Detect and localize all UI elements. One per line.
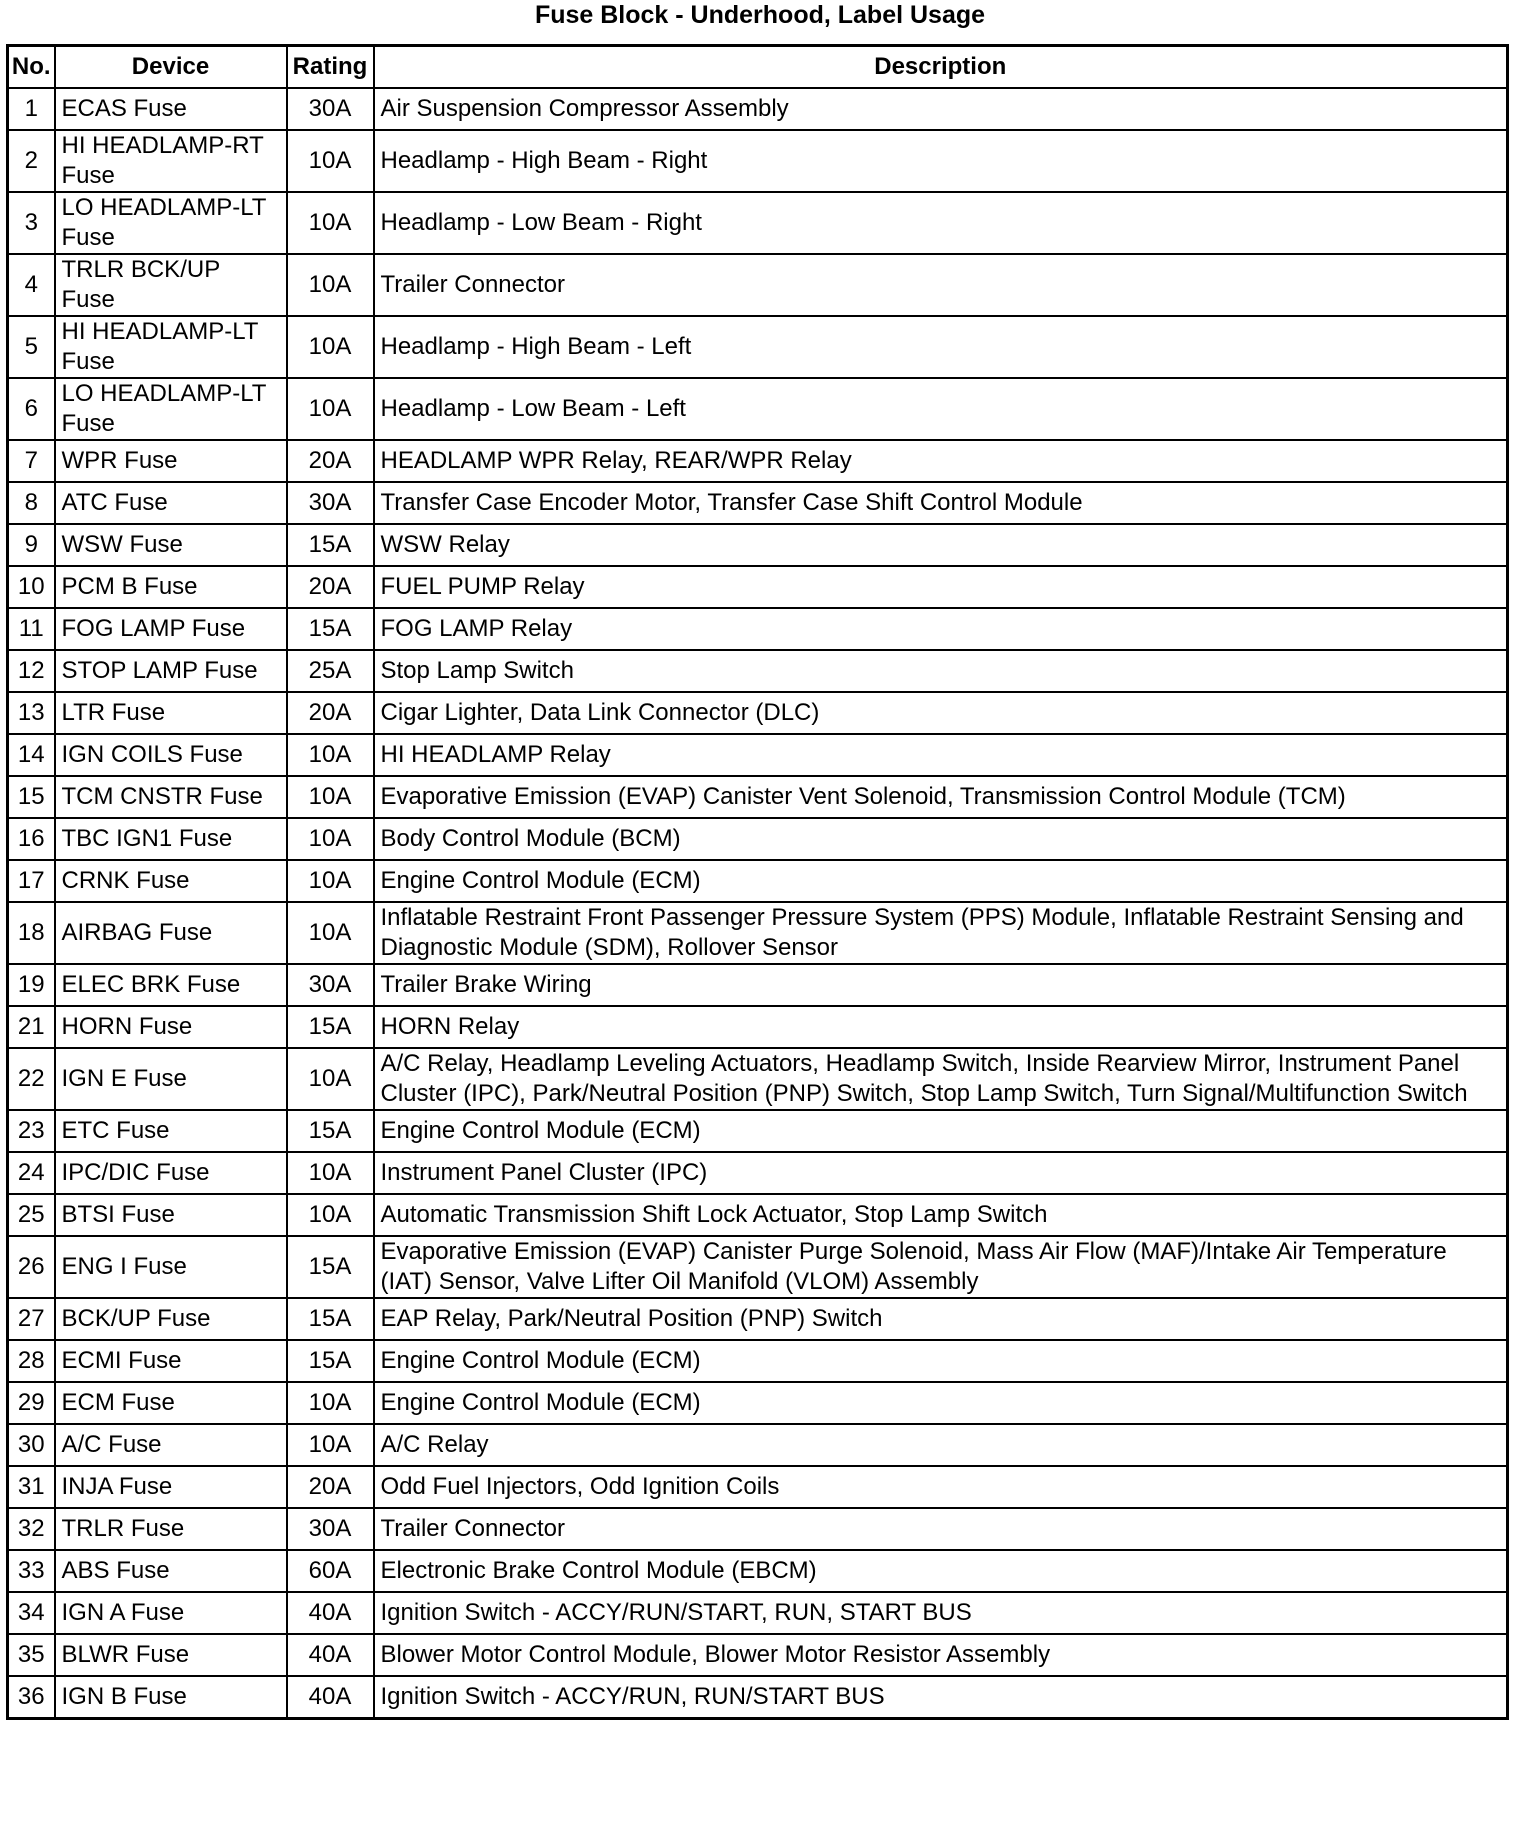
cell-no: 16 [8,818,55,860]
cell-description: Engine Control Module (ECM) [374,860,1508,902]
cell-description: Ignition Switch - ACCY/RUN, RUN/START BUS [374,1676,1508,1719]
cell-rating: 10A [287,1382,374,1424]
cell-no: 6 [8,378,55,440]
cell-device: ECMI Fuse [55,1340,287,1382]
cell-device: HI HEADLAMP-RT Fuse [55,130,287,192]
cell-device: AIRBAG Fuse [55,902,287,964]
cell-description: Engine Control Module (ECM) [374,1382,1508,1424]
cell-description: Headlamp - High Beam - Left [374,316,1508,378]
cell-device: ECAS Fuse [55,88,287,130]
cell-rating: 15A [287,1110,374,1152]
cell-no: 18 [8,902,55,964]
header-rating: Rating [287,46,374,89]
cell-device: HI HEADLAMP-LT Fuse [55,316,287,378]
cell-no: 2 [8,130,55,192]
cell-rating: 15A [287,1298,374,1340]
fuse-table [6,44,1509,1720]
cell-device: ABS Fuse [55,1550,287,1592]
table-row [8,734,1508,776]
cell-rating: 30A [287,964,374,1006]
cell-description: Blower Motor Control Module, Blower Motor Resistor Assembly [374,1634,1508,1676]
cell-device: IGN E Fuse [55,1048,287,1110]
cell-no: 33 [8,1550,55,1592]
cell-no: 26 [8,1236,55,1298]
cell-no: 27 [8,1298,55,1340]
cell-no: 24 [8,1152,55,1194]
cell-rating: 10A [287,860,374,902]
cell-description: Stop Lamp Switch [374,650,1508,692]
cell-rating: 30A [287,1508,374,1550]
cell-no: 8 [8,482,55,524]
cell-description: Instrument Panel Cluster (IPC) [374,1152,1508,1194]
cell-description: FOG LAMP Relay [374,608,1508,650]
table-row [8,1676,1508,1719]
cell-no: 34 [8,1592,55,1634]
cell-no: 11 [8,608,55,650]
cell-device: FOG LAMP Fuse [55,608,287,650]
table-row [8,1340,1508,1382]
cell-rating: 10A [287,818,374,860]
cell-description: Ignition Switch - ACCY/RUN/START, RUN, START BUS [374,1592,1508,1634]
table-row [8,650,1508,692]
cell-no: 32 [8,1508,55,1550]
cell-device: TCM CNSTR Fuse [55,776,287,818]
cell-no: 9 [8,524,55,566]
table-row [8,192,1508,254]
cell-description: Cigar Lighter, Data Link Connector (DLC) [374,692,1508,734]
cell-no: 4 [8,254,55,316]
cell-device: HORN Fuse [55,1006,287,1048]
cell-device: IPC/DIC Fuse [55,1152,287,1194]
cell-description: Engine Control Module (ECM) [374,1340,1508,1382]
table-row [8,482,1508,524]
header-no: No. [8,46,55,89]
cell-description: Odd Fuel Injectors, Odd Ignition Coils [374,1466,1508,1508]
cell-rating: 15A [287,1236,374,1298]
cell-device: TBC IGN1 Fuse [55,818,287,860]
cell-rating: 10A [287,130,374,192]
cell-no: 22 [8,1048,55,1110]
cell-description: Air Suspension Compressor Assembly [374,88,1508,130]
table-row [8,1424,1508,1466]
cell-device: LTR Fuse [55,692,287,734]
table-row [8,692,1508,734]
cell-device: STOP LAMP Fuse [55,650,287,692]
cell-no: 36 [8,1676,55,1719]
table-row [8,440,1508,482]
header-row [8,46,1508,89]
cell-device: WSW Fuse [55,524,287,566]
cell-rating: 40A [287,1676,374,1719]
cell-device: LO HEADLAMP-LT Fuse [55,192,287,254]
cell-no: 12 [8,650,55,692]
table-row [8,860,1508,902]
cell-rating: 20A [287,566,374,608]
cell-rating: 10A [287,378,374,440]
cell-no: 21 [8,1006,55,1048]
cell-no: 30 [8,1424,55,1466]
cell-device: ENG I Fuse [55,1236,287,1298]
cell-description: Inflatable Restraint Front Passenger Pressure System (PPS) Module, Inflatable Restraint Sensing and Diagnostic Module (SDM), Rollover Sensor [374,902,1508,964]
cell-rating: 60A [287,1550,374,1592]
cell-rating: 10A [287,1424,374,1466]
cell-device: IGN B Fuse [55,1676,287,1719]
cell-no: 31 [8,1466,55,1508]
table-row [8,1298,1508,1340]
cell-rating: 10A [287,902,374,964]
cell-device: IGN COILS Fuse [55,734,287,776]
cell-rating: 10A [287,734,374,776]
cell-description: EAP Relay, Park/Neutral Position (PNP) Switch [374,1298,1508,1340]
table-row [8,130,1508,192]
cell-description: Evaporative Emission (EVAP) Canister Vent Solenoid, Transmission Control Module (TCM) [374,776,1508,818]
table-row [8,608,1508,650]
table-row [8,378,1508,440]
cell-no: 29 [8,1382,55,1424]
cell-no: 35 [8,1634,55,1676]
cell-description: Trailer Connector [374,254,1508,316]
table-row [8,1048,1508,1110]
table-row [8,1466,1508,1508]
cell-rating: 10A [287,316,374,378]
cell-description: Evaporative Emission (EVAP) Canister Purge Solenoid, Mass Air Flow (MAF)/Intake Air Temperature (IAT) Sensor, Valve Lifter Oil Manifold (VLOM) Assembly [374,1236,1508,1298]
cell-description: Electronic Brake Control Module (EBCM) [374,1550,1508,1592]
cell-rating: 25A [287,650,374,692]
cell-device: ATC Fuse [55,482,287,524]
cell-rating: 10A [287,192,374,254]
table-row [8,964,1508,1006]
cell-description: HORN Relay [374,1006,1508,1048]
cell-no: 23 [8,1110,55,1152]
cell-device: INJA Fuse [55,1466,287,1508]
cell-description: Transfer Case Encoder Motor, Transfer Case Shift Control Module [374,482,1508,524]
cell-device: BLWR Fuse [55,1634,287,1676]
cell-no: 19 [8,964,55,1006]
header-description: Description [374,46,1508,89]
cell-device: BTSI Fuse [55,1194,287,1236]
cell-no: 7 [8,440,55,482]
cell-no: 15 [8,776,55,818]
cell-device: TRLR BCK/UP Fuse [55,254,287,316]
page-title: Fuse Block - Underhood, Label Usage [534,1,986,29]
cell-rating: 10A [287,1194,374,1236]
cell-rating: 40A [287,1592,374,1634]
table-row [8,1592,1508,1634]
cell-description: Body Control Module (BCM) [374,818,1508,860]
cell-no: 13 [8,692,55,734]
table-row [8,1634,1508,1676]
cell-rating: 30A [287,88,374,130]
table-row [8,316,1508,378]
table-row [8,1152,1508,1194]
cell-device: LO HEADLAMP-LT Fuse [55,378,287,440]
cell-description: WSW Relay [374,524,1508,566]
table-row [8,1550,1508,1592]
table-row [8,776,1508,818]
table-row [8,902,1508,964]
cell-no: 14 [8,734,55,776]
cell-device: ETC Fuse [55,1110,287,1152]
cell-description: Headlamp - Low Beam - Right [374,192,1508,254]
cell-rating: 15A [287,1340,374,1382]
cell-device: ECM Fuse [55,1382,287,1424]
table-header [8,46,1508,89]
cell-device: PCM B Fuse [55,566,287,608]
table-body [8,88,1508,1719]
cell-rating: 20A [287,692,374,734]
cell-description: Headlamp - High Beam - Right [374,130,1508,192]
cell-device: BCK/UP Fuse [55,1298,287,1340]
cell-rating: 30A [287,482,374,524]
cell-device: WPR Fuse [55,440,287,482]
cell-description: HI HEADLAMP Relay [374,734,1508,776]
cell-description: Engine Control Module (ECM) [374,1110,1508,1152]
cell-description: Trailer Connector [374,1508,1508,1550]
cell-description: Automatic Transmission Shift Lock Actuator, Stop Lamp Switch [374,1194,1508,1236]
table-row [8,1382,1508,1424]
cell-no: 28 [8,1340,55,1382]
table-row [8,818,1508,860]
cell-rating: 10A [287,1048,374,1110]
table-row [8,1194,1508,1236]
table-row [8,566,1508,608]
cell-description: A/C Relay, Headlamp Leveling Actuators, Headlamp Switch, Inside Rearview Mirror, Instrument Panel Cluster (IPC), Park/Neutral Position (PNP) Switch, Stop Lamp Switch, Turn Signal/Multifunction Switch [374,1048,1508,1110]
table-row [8,1006,1508,1048]
cell-rating: 10A [287,776,374,818]
table-row [8,1236,1508,1298]
cell-rating: 10A [287,254,374,316]
cell-no: 3 [8,192,55,254]
cell-description: HEADLAMP WPR Relay, REAR/WPR Relay [374,440,1508,482]
table-row [8,1110,1508,1152]
table-row [8,88,1508,130]
cell-rating: 40A [287,1634,374,1676]
cell-description: FUEL PUMP Relay [374,566,1508,608]
cell-no: 25 [8,1194,55,1236]
table-row [8,1508,1508,1550]
cell-no: 17 [8,860,55,902]
table-row [8,524,1508,566]
cell-description: Headlamp - Low Beam - Left [374,378,1508,440]
header-device: Device [55,46,287,89]
cell-no: 5 [8,316,55,378]
cell-device: TRLR Fuse [55,1508,287,1550]
table-row [8,254,1508,316]
cell-rating: 15A [287,608,374,650]
cell-rating: 15A [287,1006,374,1048]
cell-device: CRNK Fuse [55,860,287,902]
cell-rating: 20A [287,1466,374,1508]
cell-no: 1 [8,88,55,130]
cell-device: IGN A Fuse [55,1592,287,1634]
cell-rating: 10A [287,1152,374,1194]
cell-device: A/C Fuse [55,1424,287,1466]
cell-no: 10 [8,566,55,608]
cell-rating: 15A [287,524,374,566]
cell-rating: 20A [287,440,374,482]
cell-device: ELEC BRK Fuse [55,964,287,1006]
cell-description: A/C Relay [374,1424,1508,1466]
cell-description: Trailer Brake Wiring [374,964,1508,1006]
